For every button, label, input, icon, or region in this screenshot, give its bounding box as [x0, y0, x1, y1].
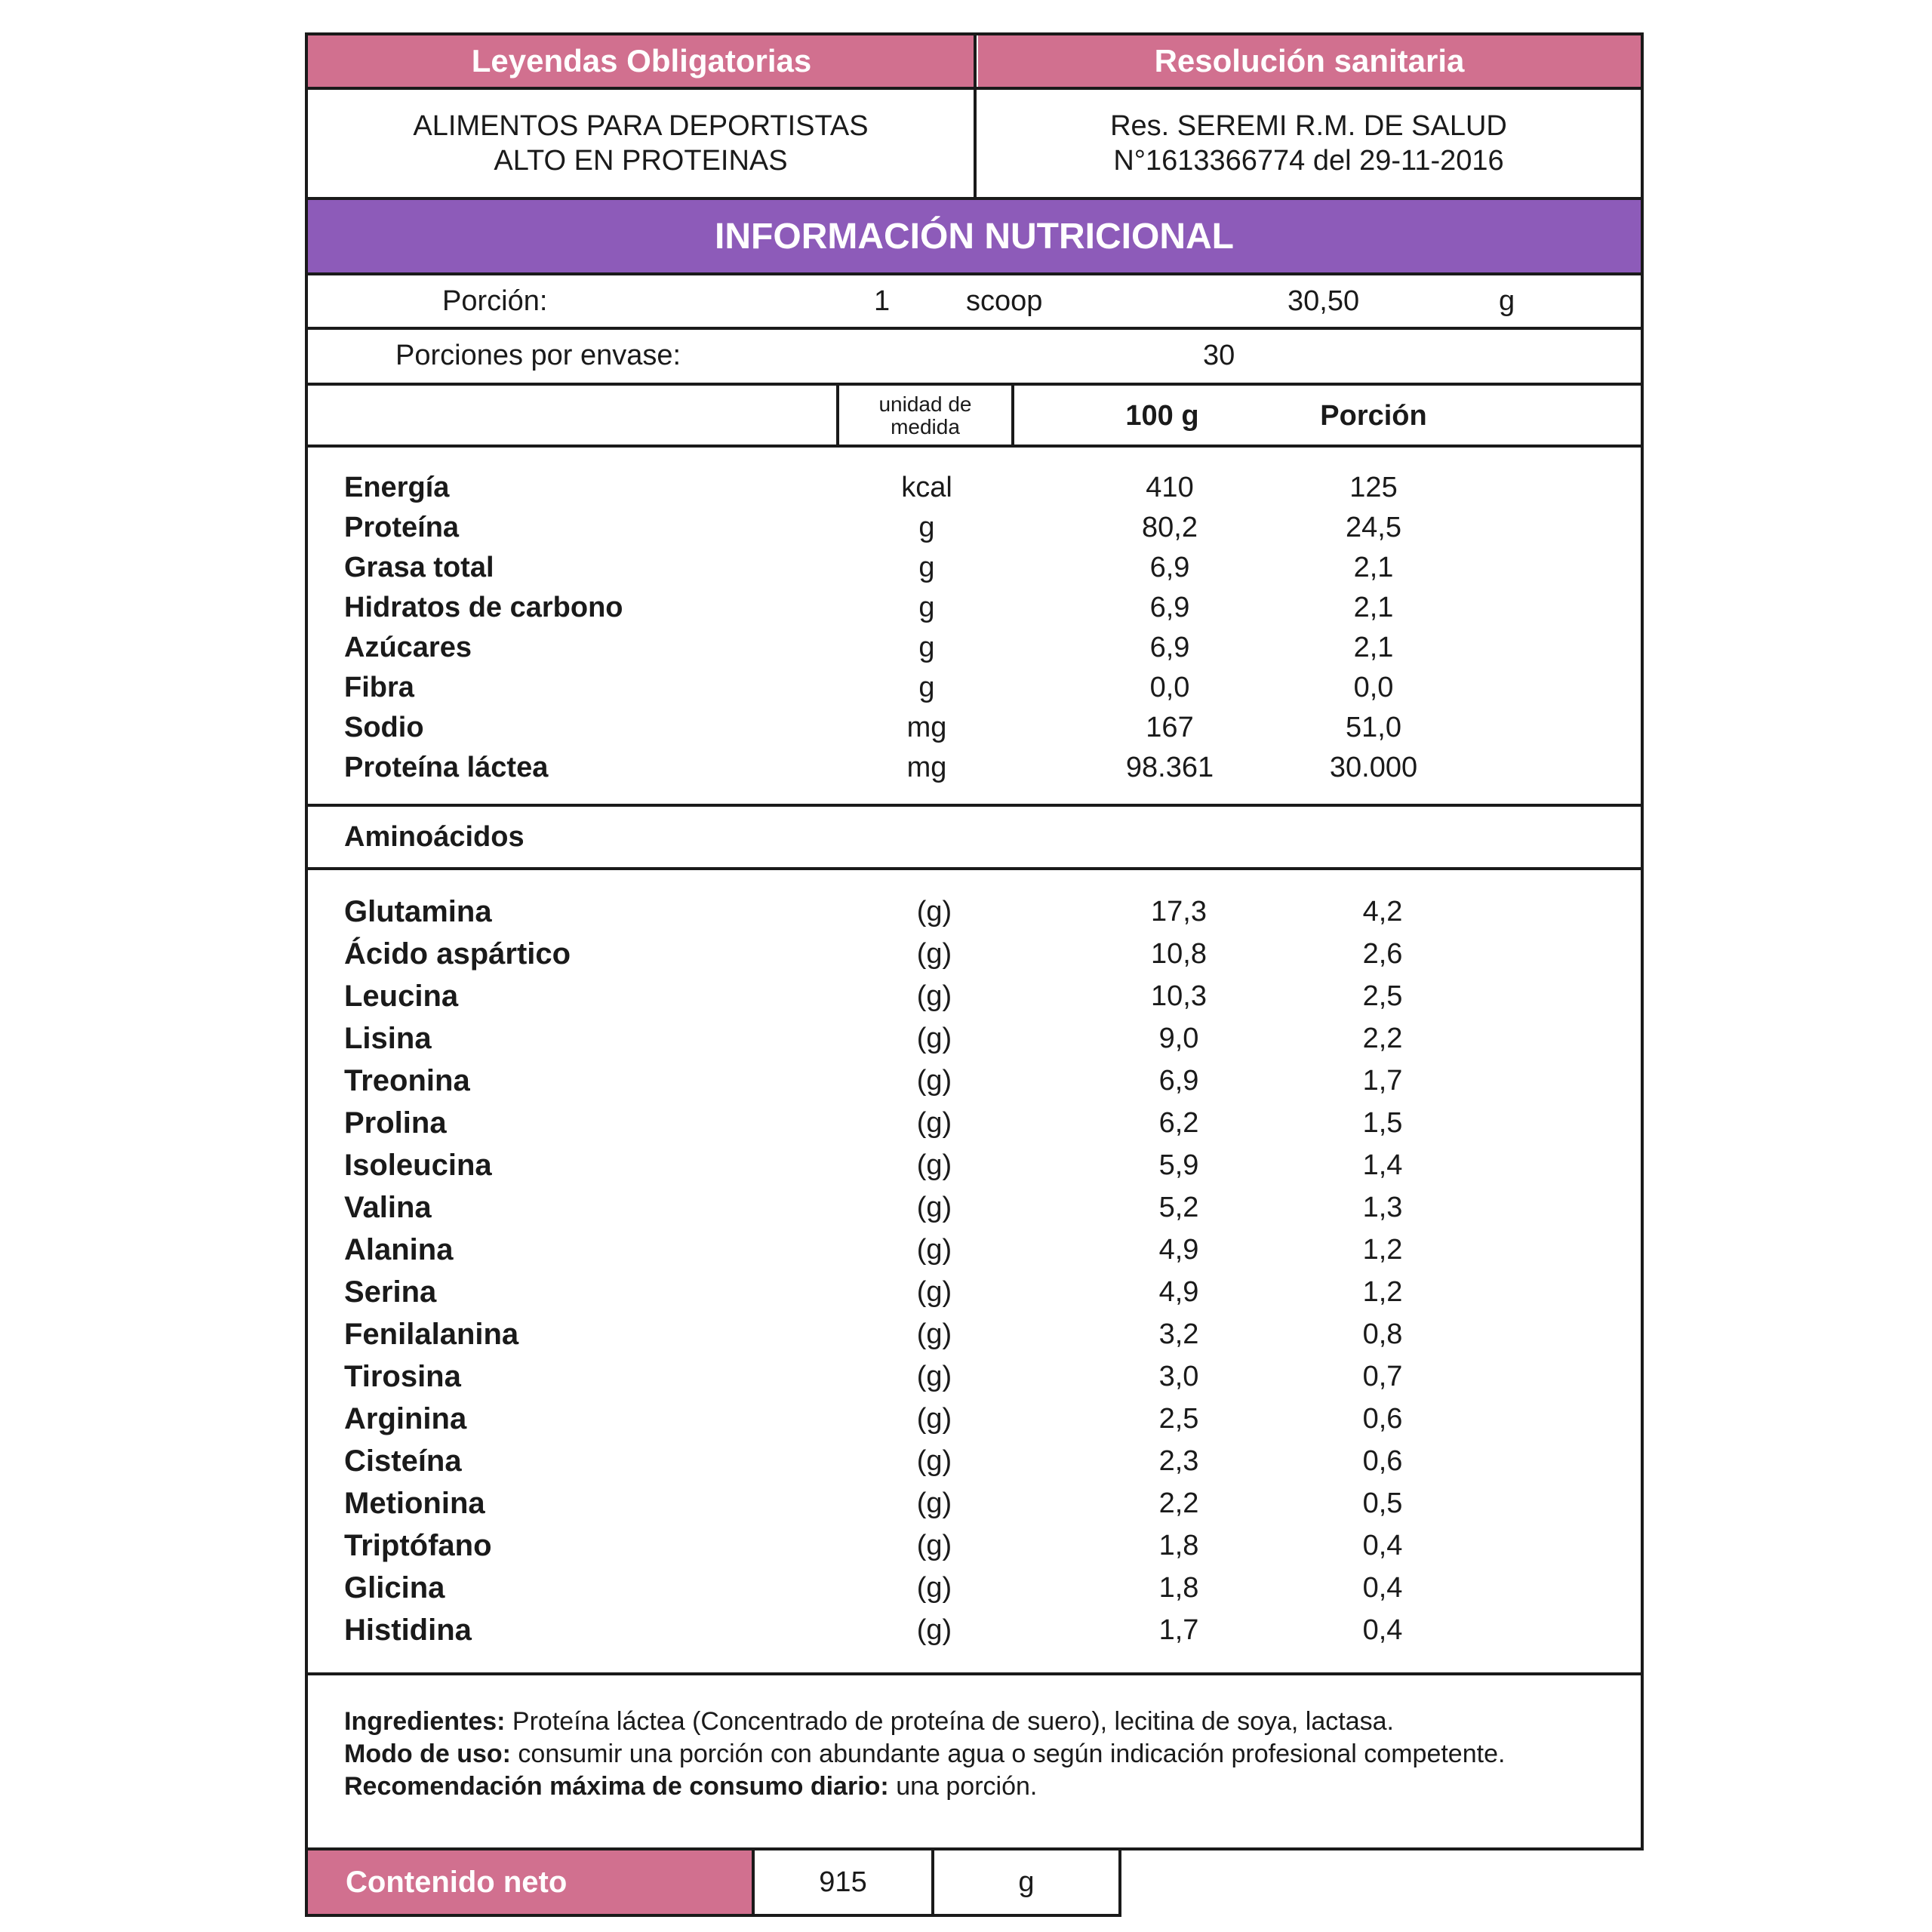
- nutrient-portion: 24,5: [1346, 512, 1401, 543]
- table-row: [308, 1440, 1641, 1482]
- aminoacid-portion: 0,4: [1362, 1572, 1403, 1604]
- aminoacid-unit: (g): [916, 1361, 952, 1392]
- portion-weight: 30,50: [1287, 285, 1360, 317]
- aminoacid-portion: 1,3: [1362, 1192, 1403, 1223]
- divider: [305, 867, 1644, 870]
- aminoacid-portion: 0,4: [1362, 1530, 1403, 1561]
- aminoacid-per100: 17,3: [1151, 896, 1207, 928]
- resolucion-content: [977, 90, 1641, 197]
- net-content-label: Contenido neto: [346, 1865, 568, 1899]
- aminoacid-portion: 1,5: [1362, 1107, 1403, 1139]
- aminoacid-per100: 5,9: [1158, 1149, 1199, 1181]
- nutrient-portion: 30.000: [1329, 752, 1418, 783]
- nutrient-name: Fibra: [344, 672, 414, 703]
- nutrient-unit: g: [918, 632, 935, 663]
- aminoacid-name: Leucina: [344, 980, 459, 1013]
- nutrient-portion: 2,1: [1353, 552, 1394, 583]
- aminoacid-name: Ácido aspártico: [344, 937, 571, 971]
- nutrient-unit: kcal: [901, 472, 952, 503]
- nutrient-name: Grasa total: [344, 552, 494, 583]
- aminoacid-portion: 0,8: [1362, 1318, 1403, 1350]
- col-portion-label: Porción: [1320, 399, 1427, 432]
- ingredients-line: [344, 1706, 1627, 1738]
- ingredients-label: Ingredientes:: [344, 1707, 506, 1736]
- leyendas-header: [308, 35, 975, 87]
- aminoacid-name: Tirosina: [344, 1360, 461, 1393]
- nutrient-portion: 2,1: [1353, 592, 1394, 623]
- nutrient-per100: 6,9: [1149, 632, 1190, 663]
- aminoacid-unit: (g): [916, 1318, 952, 1350]
- divider: [305, 1672, 1644, 1675]
- table-row: [308, 1355, 1641, 1398]
- aminoacid-unit: (g): [916, 1234, 952, 1266]
- nutrient-name: Proteína láctea: [344, 752, 549, 783]
- table-row: [308, 1060, 1641, 1102]
- aminoacids-table-body: [308, 891, 1641, 1645]
- leyendas-line-1: ALIMENTOS PARA DEPORTISTAS: [413, 110, 869, 142]
- nutrient-unit: g: [918, 552, 935, 583]
- table-row: [308, 1102, 1641, 1144]
- divider: [305, 445, 1644, 448]
- aminoacid-portion: 2,2: [1362, 1023, 1403, 1054]
- nutrient-per100: 6,9: [1149, 592, 1190, 623]
- aminoacid-per100: 4,9: [1158, 1234, 1199, 1266]
- aminoacid-name: Fenilalanina: [344, 1318, 519, 1351]
- table-row: [308, 933, 1641, 975]
- aminoacid-unit: (g): [916, 938, 952, 970]
- nutrient-unit: g: [918, 592, 935, 623]
- aminoacid-name: Histidina: [344, 1614, 472, 1647]
- aminoacid-name: Isoleucina: [344, 1149, 492, 1182]
- portion-weight-unit: g: [1499, 285, 1515, 317]
- table-row: [308, 1609, 1641, 1651]
- servings-row: [308, 330, 1641, 381]
- aminoacid-portion: 0,6: [1362, 1445, 1403, 1477]
- aminoacid-per100: 9,0: [1158, 1023, 1199, 1054]
- max-consumption-label: Recomendación máxima de consumo diario:: [344, 1772, 889, 1801]
- aminoacids-title: Aminoácidos: [344, 821, 525, 853]
- net-content-value-cell: [755, 1850, 931, 1914]
- nutrient-portion: 125: [1349, 472, 1398, 503]
- table-row: [308, 1482, 1641, 1524]
- table-row: [308, 588, 1641, 627]
- aminoacid-name: Cisteína: [344, 1444, 462, 1478]
- aminoacid-name: Glutamina: [344, 895, 492, 928]
- table-row: [308, 508, 1641, 547]
- aminoacid-per100: 2,3: [1158, 1445, 1199, 1477]
- col-100g-label: 100 g: [1125, 399, 1199, 432]
- table-row: [308, 1229, 1641, 1271]
- aminoacid-portion: 2,5: [1362, 980, 1403, 1012]
- nutrient-unit: mg: [906, 752, 947, 783]
- table-row: [308, 1017, 1641, 1060]
- nutrient-unit: mg: [906, 712, 947, 743]
- aminoacid-name: Triptófano: [344, 1529, 492, 1562]
- aminoacid-per100: 1,8: [1158, 1530, 1199, 1561]
- nutrition-title: INFORMACIÓN NUTRICIONAL: [715, 216, 1234, 257]
- nutrient-portion: 2,1: [1353, 632, 1394, 663]
- aminoacid-unit: (g): [916, 1107, 952, 1139]
- table-row: [308, 1144, 1641, 1186]
- table-row: [308, 1186, 1641, 1229]
- aminoacid-portion: 0,6: [1362, 1403, 1403, 1435]
- leyendas-title: Leyendas Obligatorias: [471, 43, 812, 78]
- aminoacid-name: Metionina: [344, 1487, 485, 1520]
- aminoacid-unit: (g): [916, 1023, 952, 1054]
- aminoacid-unit: (g): [916, 1614, 952, 1646]
- table-row: [308, 1271, 1641, 1313]
- aminoacid-unit: (g): [916, 980, 952, 1012]
- aminoacid-name: Serina: [344, 1275, 437, 1309]
- servings-label: Porciones por envase:: [395, 340, 681, 371]
- leyendas-line-2: ALTO EN PROTEINAS: [494, 145, 788, 177]
- aminoacid-unit: (g): [916, 1530, 952, 1561]
- aminoacid-name: Lisina: [344, 1022, 432, 1055]
- resolucion-line-2: N°1613366774 del 29-11-2016: [1113, 145, 1504, 177]
- aminoacid-per100: 3,0: [1158, 1361, 1199, 1392]
- net-content-label-cell: [308, 1850, 752, 1914]
- aminoacid-name: Treonina: [344, 1064, 470, 1097]
- aminoacid-name: Arginina: [344, 1402, 467, 1435]
- aminoacid-name: Prolina: [344, 1106, 447, 1140]
- aminoacid-portion: 1,2: [1362, 1234, 1403, 1266]
- divider: [1011, 383, 1014, 446]
- nutrient-unit: g: [918, 672, 935, 703]
- nutrient-per100: 0,0: [1149, 672, 1190, 703]
- aminoacid-per100: 2,2: [1158, 1487, 1199, 1519]
- nutrient-per100: 6,9: [1149, 552, 1190, 583]
- ingredients-text: Proteína láctea (Concentrado de proteína de suero), lecitina de soya, lactasa.: [505, 1707, 1394, 1736]
- nutrient-name: Azúcares: [344, 632, 472, 663]
- nutrient-per100: 410: [1146, 472, 1194, 503]
- table-row: [308, 1524, 1641, 1567]
- resolucion-header: [978, 35, 1641, 87]
- aminoacid-per100: 10,3: [1151, 980, 1207, 1012]
- aminoacid-portion: 0,4: [1362, 1614, 1403, 1646]
- aminoacid-per100: 1,7: [1158, 1614, 1199, 1646]
- aminoacid-unit: (g): [916, 1149, 952, 1181]
- aminoacid-per100: 10,8: [1151, 938, 1207, 970]
- aminoacid-unit: (g): [916, 1403, 952, 1435]
- table-row: [308, 708, 1641, 747]
- resolucion-line-1: Res. SEREMI R.M. DE SALUD: [1110, 110, 1507, 142]
- leyendas-content: [308, 90, 974, 197]
- nutrient-unit: g: [918, 512, 935, 543]
- col-portion-header: [1298, 386, 1449, 446]
- max-consumption-text: una porción.: [888, 1772, 1038, 1801]
- aminoacids-header: [344, 807, 525, 867]
- portion-unit: scoop: [966, 285, 1043, 317]
- aminoacid-per100: 4,9: [1158, 1276, 1199, 1308]
- aminoacid-unit: (g): [916, 1445, 952, 1477]
- nutrient-per100: 167: [1146, 712, 1194, 743]
- table-row: [308, 975, 1641, 1017]
- portion-row: [308, 275, 1641, 327]
- table-row: [308, 1313, 1641, 1355]
- aminoacid-name: Valina: [344, 1191, 432, 1224]
- aminoacid-portion: 1,2: [1362, 1276, 1403, 1308]
- usage-line: [344, 1738, 1627, 1770]
- nutrient-name: Sodio: [344, 712, 424, 743]
- aminoacid-portion: 2,6: [1362, 938, 1403, 970]
- aminoacid-per100: 5,2: [1158, 1192, 1199, 1223]
- portion-label: Porción:: [442, 285, 548, 317]
- aminoacid-per100: 2,5: [1158, 1403, 1199, 1435]
- aminoacid-portion: 1,7: [1362, 1065, 1403, 1097]
- aminoacid-per100: 6,2: [1158, 1107, 1199, 1139]
- table-row: [308, 548, 1641, 587]
- aminoacid-unit: (g): [916, 1065, 952, 1097]
- nutrient-per100: 80,2: [1142, 512, 1198, 543]
- aminoacid-per100: 1,8: [1158, 1572, 1199, 1604]
- nutrition-table-body: [308, 468, 1641, 788]
- col-unit-line-2: medida: [891, 415, 960, 438]
- aminoacid-unit: (g): [916, 1572, 952, 1604]
- nutrient-name: Energía: [344, 472, 450, 503]
- nutrient-portion: 51,0: [1346, 712, 1401, 743]
- max-consumption-line: [344, 1770, 1627, 1803]
- net-content-unit: g: [1018, 1866, 1035, 1898]
- aminoacid-name: Glicina: [344, 1571, 445, 1604]
- nutrient-per100: 98.361: [1125, 752, 1214, 783]
- net-content-unit-cell: [934, 1850, 1118, 1914]
- aminoacid-unit: (g): [916, 1276, 952, 1308]
- table-row: [308, 1398, 1641, 1440]
- nutrient-name: Hidratos de carbono: [344, 592, 623, 623]
- footer-notes: [344, 1706, 1627, 1803]
- servings-value: 30: [1203, 340, 1235, 371]
- aminoacid-unit: (g): [916, 1192, 952, 1223]
- aminoacid-name: Alanina: [344, 1233, 454, 1266]
- col-unit-header: [839, 386, 1011, 446]
- net-content-value: 915: [819, 1866, 867, 1898]
- nutrient-name: Proteína: [344, 512, 460, 543]
- aminoacid-unit: (g): [916, 1487, 952, 1519]
- aminoacid-portion: 0,7: [1362, 1361, 1403, 1392]
- table-row: [308, 468, 1641, 507]
- portion-qty: 1: [874, 285, 891, 317]
- nutrition-title-bar: [308, 200, 1641, 272]
- aminoacid-portion: 0,5: [1362, 1487, 1403, 1519]
- table-row: [308, 1567, 1641, 1609]
- usage-text: consumir una porción con abundante agua o según indicación profesional competente.: [510, 1740, 1506, 1768]
- resolucion-title: Resolución sanitaria: [1154, 43, 1465, 78]
- table-row: [308, 748, 1641, 787]
- aminoacid-per100: 3,2: [1158, 1318, 1199, 1350]
- table-row: [308, 668, 1641, 707]
- table-row: [308, 891, 1641, 933]
- nutrient-portion: 0,0: [1353, 672, 1394, 703]
- usage-label: Modo de uso:: [344, 1740, 511, 1768]
- col-100g-header: [1087, 386, 1238, 446]
- aminoacid-portion: 4,2: [1362, 896, 1403, 928]
- col-unit-line-1: unidad de: [878, 392, 972, 416]
- aminoacid-unit: (g): [916, 896, 952, 928]
- aminoacid-per100: 6,9: [1158, 1065, 1199, 1097]
- aminoacid-portion: 1,4: [1362, 1149, 1403, 1181]
- table-row: [308, 628, 1641, 667]
